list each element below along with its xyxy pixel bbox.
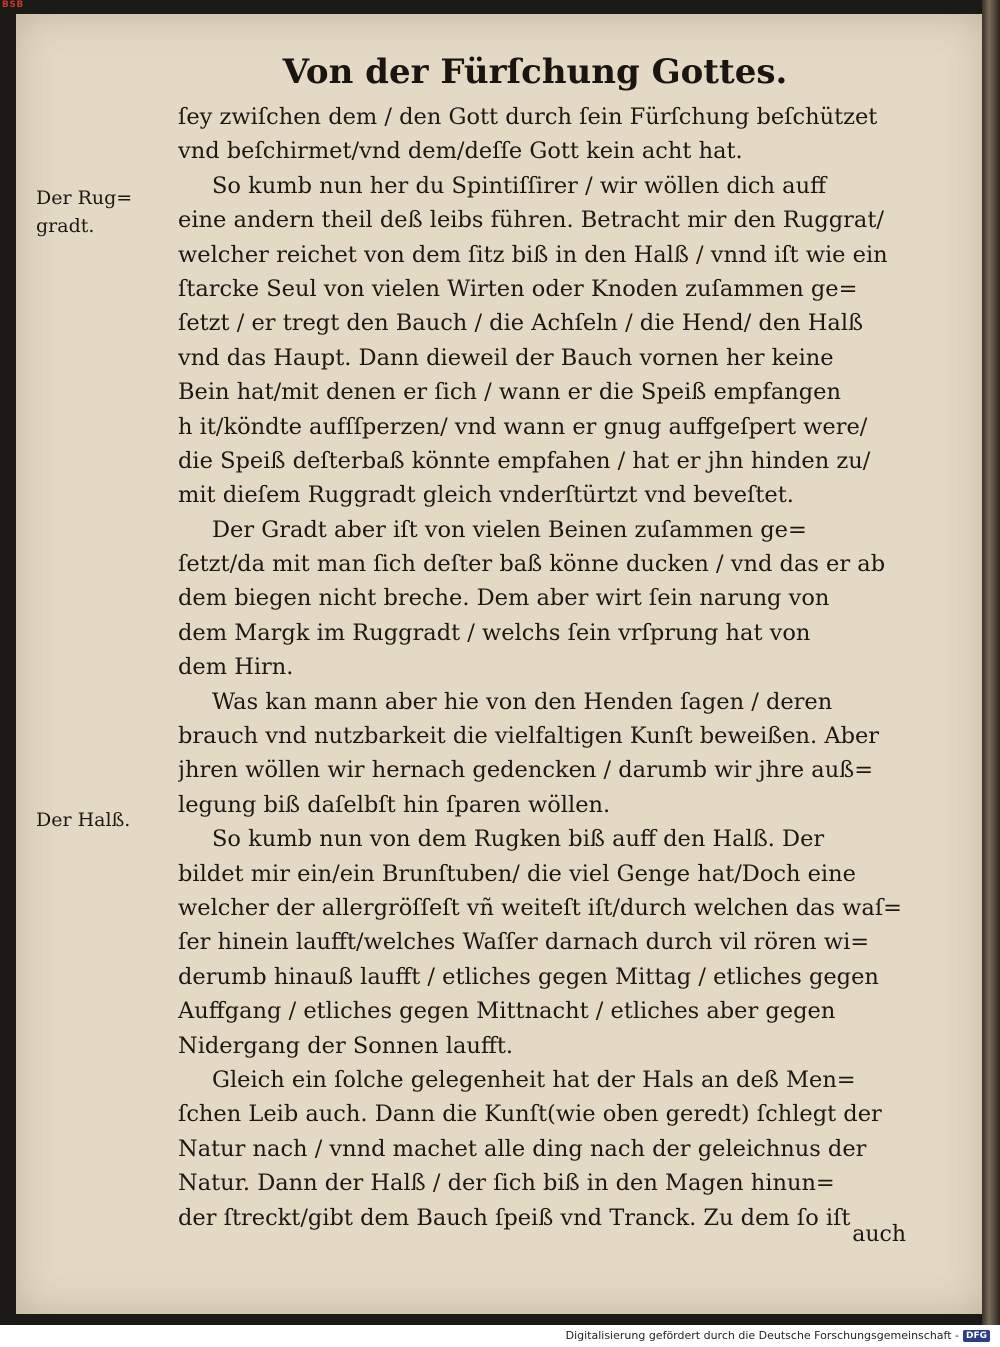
text-line: Natur. Dann der Halß / der ſich biß in den Magen hinun= xyxy=(178,1170,835,1197)
text-line: Natur nach / vnnd machet alle ding nach der geleichnus der xyxy=(178,1135,867,1162)
text-line: derumb hinauß laufft / etliches gegen Mittag / etliches gegen xyxy=(178,963,879,990)
text-line: Auffgang / etliches gegen Mittnacht / etliches aber gegen xyxy=(178,998,836,1025)
running-head: Von der Fürſchung Gottes. xyxy=(282,52,788,92)
text-line: vnd beſchirmet/vnd dem/deſſe Gott kein acht hat. xyxy=(178,138,743,165)
text-line: bildet mir ein/ein Brunſtuben/ die viel Genge hat/Doch eine xyxy=(178,860,856,887)
text-line: Der Gradt aber iſt von vielen Beinen zuſammen ge= xyxy=(212,516,807,543)
text-body xyxy=(178,100,908,1235)
footer-credit xyxy=(566,1329,990,1342)
text-line: legung biß daſelbſt hin ſparen wöllen. xyxy=(178,791,611,818)
text-line: ſetzt / er tregt den Bauch / die Achſeln / die Hend/ den Halß xyxy=(178,310,864,337)
text-line: dem Margk im Ruggradt / welchs ſein vrſprung hat von xyxy=(178,619,811,646)
text-line: Nidergang der Sonnen laufft. xyxy=(178,1032,514,1059)
footer-text: Digitalisierung gefördert durch die Deutsche Forschungsgemeinschaft - xyxy=(565,1329,959,1342)
text-line: ſey zwiſchen dem / den Gott durch ſein Fürſchung beſchützet xyxy=(178,104,878,130)
text-line: ſtarcke Seul von vielen Wirten oder Knoden zuſammen ge= xyxy=(178,275,858,302)
text-line: ſchen Leib auch. Dann die Kunſt(wie oben geredt) ſchlegt der xyxy=(178,1101,882,1128)
marginal-line: Der Rug= xyxy=(36,187,133,209)
text-line: vnd das Haupt. Dann dieweil der Bauch vornen her keine xyxy=(178,344,834,371)
text-line: der ſtreckt/gibt dem Bauch ſpeiß vnd Tranck. Zu dem ſo iſt xyxy=(178,1204,851,1231)
text-line: die Speiß deſterbaß könnte empfahen / hat er jhn hinden zu/ xyxy=(178,447,871,474)
marginal-line: gradt. xyxy=(36,215,95,237)
text-line: eine andern theil deß leibs führen. Betracht mir den Ruggrat/ xyxy=(178,207,884,234)
marginal-note-ruggradt xyxy=(36,184,166,240)
text-line: jhren wöllen wir hernach gedencken / darumb wir jhre auß= xyxy=(178,757,874,784)
marginal-note-halss xyxy=(36,806,166,834)
text-line: h it/köndte aufſſperzen/ vnd wann er gnug auffgeſpert were/ xyxy=(178,413,868,440)
dfg-logo-icon: DFG xyxy=(963,1330,990,1342)
text-line: dem biegen nicht breche. Dem aber wirt ſein narung von xyxy=(178,585,830,612)
marginal-line: Der Halß. xyxy=(36,809,131,831)
text-line: welcher der allergröſſeſt vñ weiteſt iſt/durch welchen das waſ= xyxy=(178,894,903,921)
text-line: mit dieſem Ruggradt gleich vnderſtürtzt vnd beveſtet. xyxy=(178,482,794,509)
text-line: ſetzt/da mit man ſich deſter baß könne ducken / vnd das er ab xyxy=(178,551,886,578)
page-edge xyxy=(982,0,1000,1325)
catchword: auch xyxy=(852,1222,906,1247)
text-line: Was kan mann aber hie von den Henden ſagen / deren xyxy=(212,688,833,715)
text-line: dem Hirn. xyxy=(178,654,294,681)
text-line: So kumb nun her du Spintiſſirer / wir wöllen dich auff xyxy=(212,172,827,199)
text-line: Gleich ein ſolche gelegenheit hat der Hals an deß Men= xyxy=(212,1066,856,1093)
library-mark: BSB xyxy=(2,0,24,10)
text-line: Bein hat/mit denen er ſich / wann er die Speiß empfangen xyxy=(178,379,841,406)
text-line: welcher reichet von dem ſitz biß in den Halß / vnnd iſt wie ein xyxy=(178,241,888,268)
text-line: So kumb nun von dem Rugken biß auff den Halß. Der xyxy=(212,826,825,853)
text-line: brauch vnd nutzbarkeit die vielfaltigen Kunſt beweißen. Aber xyxy=(178,723,880,750)
text-line: ſer hinein laufft/welches Waſſer darnach durch vil rören wi= xyxy=(178,929,870,956)
